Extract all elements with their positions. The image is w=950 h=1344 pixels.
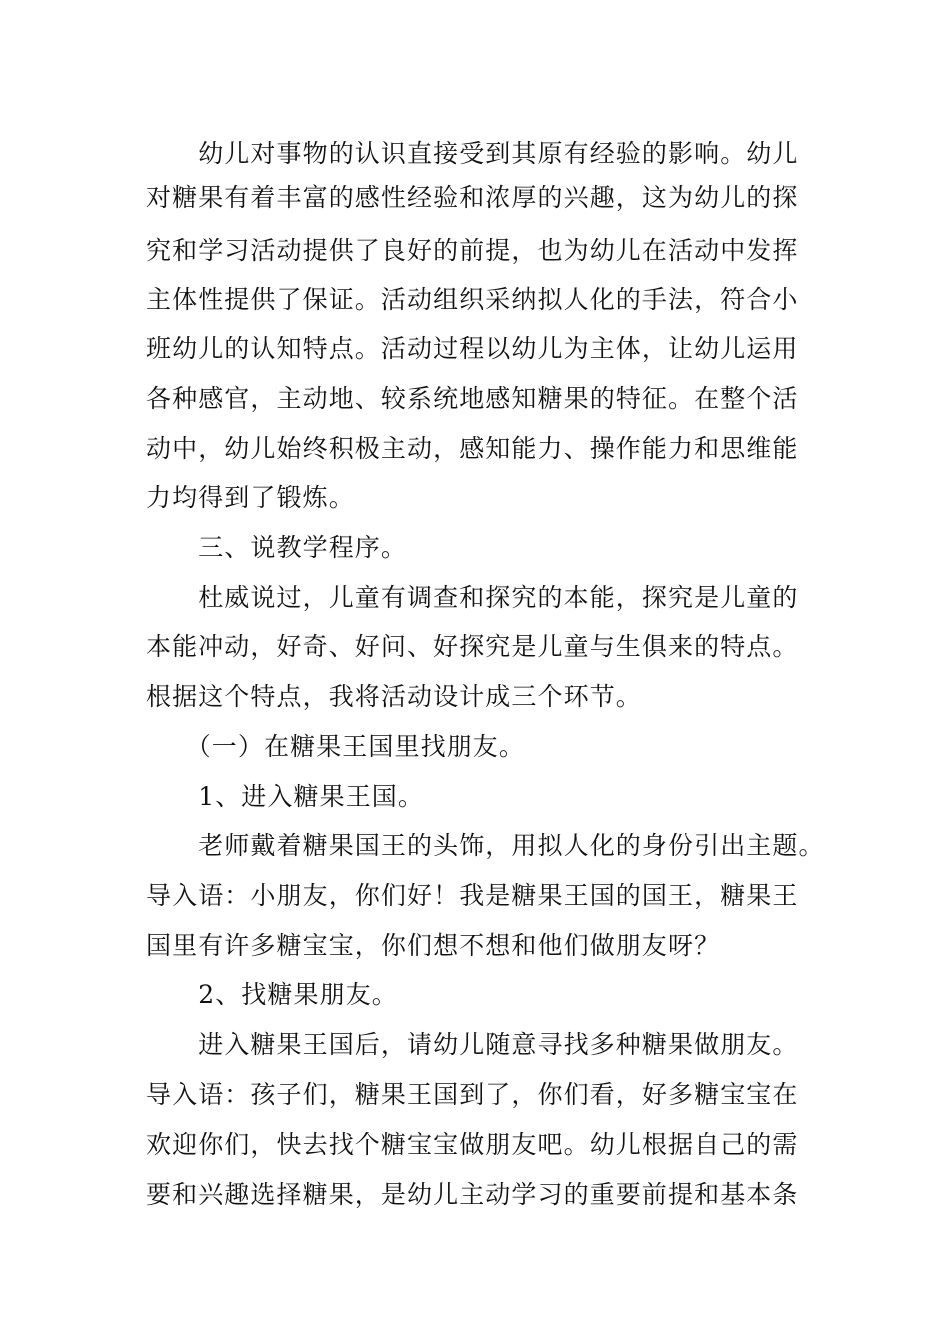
text-line: 导入语：孩子们，糖果王国到了，你们看，好多糖宝宝在 [146,1080,799,1109]
text-line: 幼儿对事物的认识直接受到其原有经验的影响。幼儿 [146,139,799,168]
text-line: 究和学习活动提供了良好的前提，也为幼儿在活动中发挥 [146,236,799,265]
text-line: 对糖果有着丰富的感性经验和浓厚的兴趣，这为幼儿的探 [146,183,799,212]
text-line: 主体性提供了保证。活动组织采纳拟人化的手法，符合小 [146,285,799,314]
subsection-heading: （一）在糖果王国里找朋友。 [146,732,526,761]
text-line: 要和兴趣选择糖果，是幼儿主动学习的重要前提和基本条 [146,1180,799,1209]
section-heading: 三、说教学程序。 [146,533,408,562]
text-line: 动中，幼儿始终积极主动，感知能力、操作能力和思维能 [146,434,799,463]
text-line: 班幼儿的认知特点。活动过程以幼儿为主体，让幼儿运用 [146,334,799,363]
text-line: 根据这个特点，我将活动设计成三个环节。 [146,682,642,711]
text-line: 杜威说过，儿童有调查和探究的本能，探究是儿童的 [146,583,799,612]
step-heading: 1、进入糖果王国。 [146,782,425,811]
text-line: 国里有许多糖宝宝，你们想不想和他们做朋友呀？ [146,931,721,960]
text-line: 本能冲动，好奇、好问、好探究是儿童与生俱来的特点。 [146,632,799,661]
text-line: 欢迎你们，快去找个糖宝宝做朋友吧。幼儿根据自己的需 [146,1130,799,1159]
text-line: 力均得到了锻炼。 [146,483,355,512]
text-line: 各种感官，主动地、较系统地感知糖果的特征。在整个活 [146,384,799,413]
text-line: 导入语：小朋友，你们好！我是糖果王国的国王，糖果王 [146,881,799,910]
text-line: 老师戴着糖果国王的头饰，用拟人化的身份引出主题。 [146,831,825,860]
text-line: 进入糖果王国后，请幼儿随意寻找多种糖果做朋友。 [146,1030,799,1059]
step-heading: 2、找糖果朋友。 [146,980,398,1009]
